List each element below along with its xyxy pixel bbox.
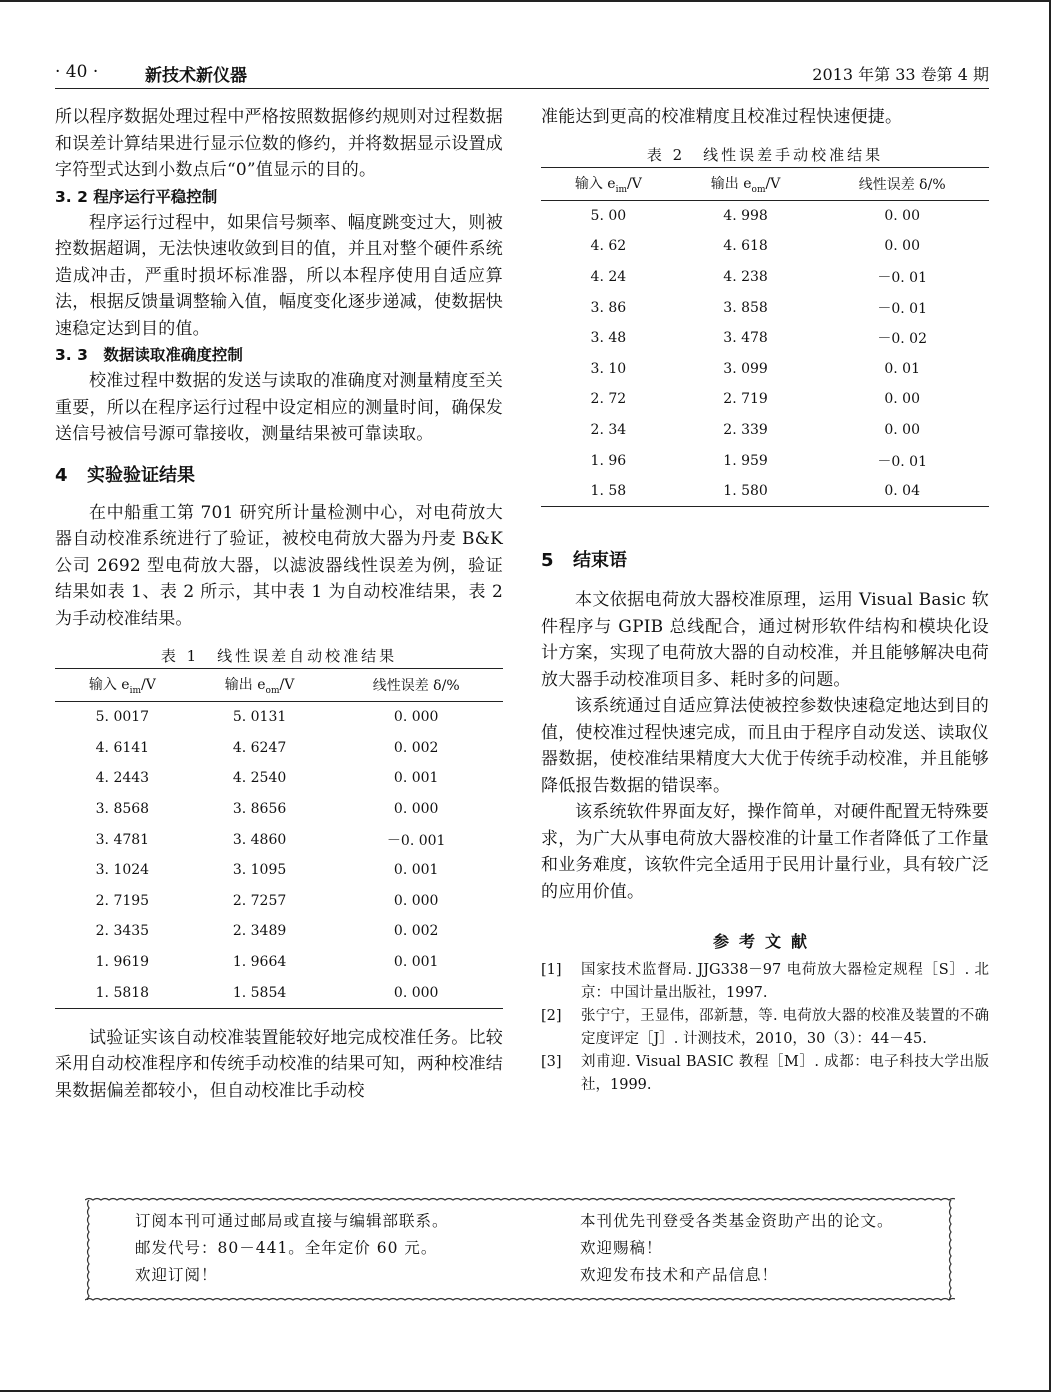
table-row (55, 763, 503, 794)
journal-section-name: 新技术新仪器 (145, 66, 247, 86)
table-cell: 1. 9619 (95, 954, 150, 971)
table-cell: 1. 5818 (55, 977, 190, 1008)
table-cell: 4. 618 (723, 238, 768, 255)
notice-border-top (85, 1196, 955, 1204)
table-cell: 0. 00 (884, 391, 920, 408)
table-row (541, 231, 989, 262)
table-row (55, 947, 503, 978)
notice-line: 本刊优先刊登受各类基金资助产出的论文。 (580, 1212, 894, 1230)
table-cell: 4. 62 (590, 238, 627, 255)
table-cell: 0. 000 (393, 892, 439, 909)
col-header-output: 输出 $e_{om}/V$ (190, 669, 330, 702)
reference-number: [1] (541, 962, 562, 979)
reference-item (541, 1005, 989, 1051)
paragraph-continued-right: 准能达到更高的校准精度且校准过程快速便捷。 (541, 107, 903, 127)
paragraph-5-3: 该系统软件界面友好，操作简单，对硬件配置无特殊要求，为广大从事电荷放大器校准的计量工作者降低了工作量和业务难度，该软件完全适用于民用计量行业，具有较广泛的应用价值。 (541, 802, 989, 902)
table-cell: 0. 01 (884, 360, 920, 377)
table-row (55, 916, 503, 947)
table-cell: 3. 4860 (232, 831, 287, 848)
notice-border-bottom (85, 1296, 955, 1304)
issue-info: 2013 年第 33 卷第 4 期 (812, 65, 989, 84)
table-row (55, 794, 503, 825)
table-cell: 1. 58 (541, 476, 676, 507)
table-cell: 4. 2443 (95, 770, 150, 787)
paragraph-3-2: 程序运行过程中，如果信号频率、幅度跳变过大，则被控数据超调，无法快速收敛到目的值，并且对整个硬件系统造成冲击，严重时损坏标准器，所以本程序使用自适应算法，根据反馈量调整输入值，幅度变化逐步递减，使数据快速稳定达到目的值。 (55, 212, 503, 339)
table-row (541, 445, 989, 476)
table-row (541, 323, 989, 354)
reference-item (541, 1051, 989, 1097)
col-header-error: 线性误差 δ/% (815, 167, 989, 200)
table-1 (55, 668, 503, 1009)
table-row (55, 824, 503, 855)
reference-list (541, 959, 989, 1097)
table-row (55, 733, 503, 764)
table-cell: 3. 4781 (95, 831, 150, 848)
table-cell: 0. 00 (884, 207, 920, 224)
table-2-caption: 表 2 线性误差手动校准结果 (646, 145, 884, 164)
paragraph-3-3: 校准过程中数据的发送与读取的准确度对测量精度至关重要，所以在程序运行过程中设定相应的测量时间，确保发送信号被信号源可靠接收，测量结果被可靠读取。 (55, 371, 503, 444)
paragraph-5-2: 该系统通过自适应算法使被控参数快速稳定地达到目的值，使校准过程快速完成，而且由于程序自动发送、读取仪器数据，使校准结果精度大大优于传统手动校准，并且能够降低报告数据的错误率。 (541, 696, 989, 796)
left-column (55, 104, 503, 1104)
table-row (55, 886, 503, 917)
table-cell: 0. 001 (393, 862, 439, 879)
header-rule (55, 88, 989, 89)
table-cell: 1. 959 (723, 452, 768, 469)
table-cell: 3. 48 (590, 330, 627, 347)
notice-line: 订阅本刊可通过邮局或直接与编辑部联系。 (135, 1212, 449, 1230)
page-border-top (0, 0, 1051, 2)
reference-text: 国家技术监督局. JJG338－97 电荷放大器检定规程［S］. 北京：中国计量出版社，1997. (581, 962, 989, 1002)
section-number: 4 (55, 464, 68, 486)
notice-line: 欢迎订阅！ (135, 1266, 218, 1284)
reference-text: 刘甫迎. Visual BASIC 教程［M］. 成都：电子科技大学出版社，1999. (581, 1054, 989, 1094)
table-cell: 2. 72 (590, 391, 627, 408)
table-cell: －0. 02 (877, 331, 927, 348)
table-row (541, 415, 989, 446)
table-cell: 4. 6247 (232, 739, 287, 756)
notice-line: 欢迎赐稿！ (580, 1239, 663, 1257)
table-cell: 3. 478 (723, 330, 768, 347)
table-cell: 3. 8568 (95, 801, 150, 818)
reference-text: 张宁宁，王显伟，邵新慧，等. 电荷放大器的校准及装置的不确定度评定［J］. 计测技术，2010，30（3）：44－45. (581, 1008, 989, 1048)
subsection-title-3-2: 3. 2 程序运行平稳控制 (55, 187, 218, 206)
table-cell: 5. 0017 (95, 709, 150, 726)
table-cell: 0. 002 (393, 739, 439, 756)
table-cell: 0. 000 (393, 709, 439, 726)
table-cell: 0. 001 (393, 770, 439, 787)
table-cell: 2. 719 (723, 391, 768, 408)
table-cell: 3. 1095 (232, 862, 287, 879)
table-cell: 4. 6141 (95, 739, 150, 756)
reference-number: [2] (541, 1008, 562, 1025)
table-cell: 3. 86 (590, 299, 627, 316)
table-cell: 4. 238 (723, 268, 768, 285)
table-cell: 5. 0131 (232, 709, 287, 726)
table-cell: －0. 01 (877, 269, 927, 286)
table-cell: 3. 099 (723, 360, 768, 377)
running-header (55, 60, 989, 90)
table-cell: 3. 858 (723, 299, 768, 316)
table-row (541, 353, 989, 384)
table-cell: 4. 24 (590, 268, 627, 285)
table-row (541, 476, 989, 507)
table-cell: 0. 002 (393, 923, 439, 940)
table-cell: 1. 9664 (232, 954, 287, 971)
table-cell: 3. 8656 (232, 801, 287, 818)
section-title-4 (55, 462, 503, 490)
table-cell: 2. 339 (723, 421, 768, 438)
table-2 (541, 167, 989, 508)
table-cell: 0. 000 (393, 801, 439, 818)
references-title: 参考文献 (712, 932, 817, 952)
reference-item (541, 959, 989, 1005)
table-cell: 2. 7257 (232, 892, 287, 909)
table-cell: 2. 3489 (232, 923, 287, 940)
section-number: 5 (541, 550, 554, 572)
table-cell: 2. 7195 (95, 892, 150, 909)
table-cell: 3. 1024 (95, 862, 150, 879)
table-cell: －0. 01 (877, 453, 927, 470)
table-cell: 2. 34 (590, 421, 627, 438)
col-header-input: 输入 $e_{im}/V$ (55, 669, 190, 702)
table-cell: 0. 00 (884, 421, 920, 438)
table-cell: 0. 04 (815, 476, 989, 507)
table-cell: 4. 2540 (232, 770, 287, 787)
table-row (541, 200, 989, 231)
table-cell: －0. 01 (877, 300, 927, 317)
table-cell: 5. 00 (590, 207, 627, 224)
paragraph-continued: 所以程序数据处理过程中严格按照数据修约规则对过程数据和误差计算结果进行显示位数的修约，并将数据显示设置成字符型式达到小数点后“0”值显示的目的。 (55, 107, 503, 180)
table-1-header-row (55, 669, 503, 702)
section-title-text: 结束语 (573, 550, 627, 572)
paragraph-4: 在中船重工第 701 研究所计量检测中心，对电荷放大器自动校准系统进行了验证，被校电荷放大器为丹麦 B&K 公司 2692 型电荷放大器，以滤波器线性误差为例，验证结果如表 1、表 2 所示，其中表 1 为自动校准结果，表 2 为手动校准结果。 (55, 502, 503, 629)
subscription-notice-box (85, 1196, 955, 1304)
table-row (55, 702, 503, 733)
table-cell: 1. 5854 (190, 977, 330, 1008)
table-row (55, 977, 503, 1008)
table-cell: 0. 00 (884, 238, 920, 255)
right-column (541, 104, 989, 1097)
table-cell: －0. 001 (386, 832, 446, 849)
table-cell: 4. 998 (723, 207, 768, 224)
notice-border-left (85, 1200, 93, 1300)
reference-number: [3] (541, 1054, 562, 1071)
table-cell: 0. 000 (329, 977, 503, 1008)
table-cell: 1. 96 (590, 452, 627, 469)
notice-border-right (947, 1200, 955, 1300)
notice-left-text (135, 1208, 449, 1289)
table-2-header-row (541, 167, 989, 200)
col-header-error: 线性误差 δ/% (329, 669, 503, 702)
notice-line: 邮发代号：80－441。全年定价 60 元。 (135, 1239, 438, 1257)
paragraph-5-1: 本文依据电荷放大器校准原理，运用 Visual Basic 软件程序与 GPIB 总线配合，通过树形软件结构和模块化设计方案，实现了电荷放大器的自动校准，并且能够解决电荷放大器手动校准项目多、耗时多的问题。 (541, 590, 989, 690)
table-row (541, 384, 989, 415)
page-number: · 40 · (55, 62, 99, 82)
col-header-input: 输入 $e_{im}/V$ (541, 167, 676, 200)
section-title-text: 实验验证结果 (87, 464, 195, 486)
table-cell: 2. 3435 (95, 923, 150, 940)
table-row (541, 292, 989, 323)
table-row (55, 855, 503, 886)
subsection-title-3-3: 3. 3 数据读取准确度控制 (55, 346, 243, 364)
section-title-5 (541, 547, 989, 575)
table-1-caption: 表 1 线性误差自动校准结果 (160, 647, 398, 665)
notice-line: 欢迎发布技术和产品信息！ (580, 1266, 779, 1284)
notice-right-text (580, 1208, 894, 1289)
table-row (541, 262, 989, 293)
table-cell: 3. 10 (590, 360, 627, 377)
table-cell: 1. 580 (676, 476, 816, 507)
paragraph-after-table: 试验证实该自动校准装置能较好地完成校准任务。比较采用自动校准程序和传统手动校准的结果可知，两种校准结果数据偏差都较小，但自动校准比手动校 (55, 1027, 503, 1101)
col-header-output: 输出 $e_{om}/V$ (676, 167, 816, 200)
table-cell: 0. 001 (393, 954, 439, 971)
